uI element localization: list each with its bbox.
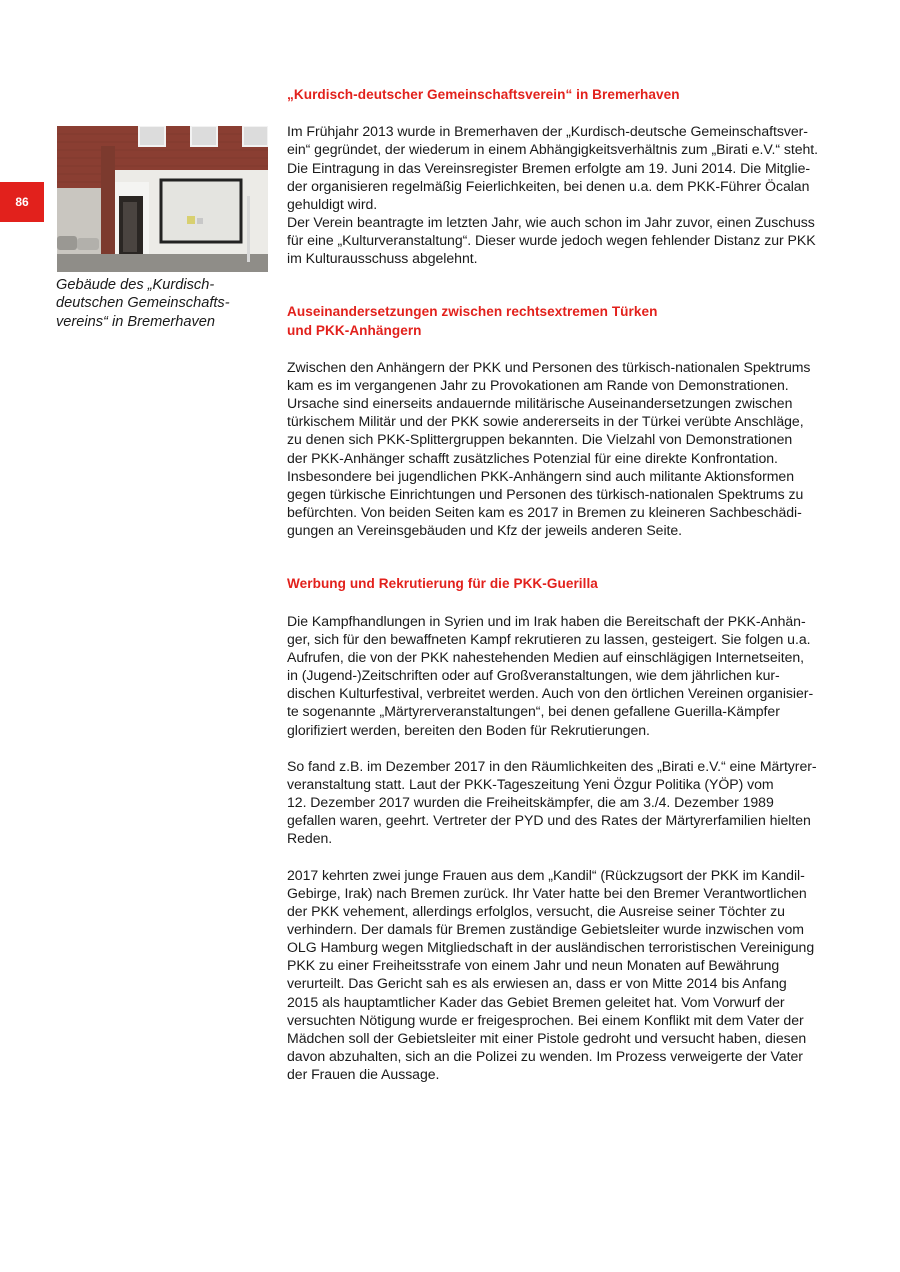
text-line: So fand z.B. im Dezember 2017 in den Räumlichkeiten des „Birati e.V.“ eine Märtyrer-	[287, 757, 817, 774]
text-line: ger, sich für den bewaffneten Kampf rekrutieren zu lassen, gesteigert. Sie folgen u.a.	[287, 630, 811, 647]
text-line: veranstaltung statt. Laut der PKK-Tageszeitung Yeni Özgur Politika (YÖP) vom	[287, 775, 774, 792]
text-line: dischen Kulturfestival, verbreitet werden. Auch von den örtlichen Vereinen organisier-	[287, 685, 814, 702]
section-heading: „Kurdisch-deutscher Gemeinschaftsverein“ in Bremerhaven	[287, 87, 680, 102]
page-number-tab	[0, 182, 44, 222]
photo-caption	[56, 276, 271, 331]
caption-line: vereins“ in Bremerhaven	[56, 313, 215, 330]
paragraph	[287, 866, 847, 1084]
text-line: in (Jugend-)Zeitschriften oder auf Großveranstaltungen, wie dem jährlichen kur-	[287, 667, 780, 684]
paragraph	[287, 358, 847, 540]
text-line: Mädchen soll der Gebietsleiter mit einer Pistole gedroht und versucht haben, diesen	[287, 1029, 807, 1046]
text-line: Ursache sind einerseits andauernde militärische Auseinandersetzungen zwischen	[287, 395, 793, 412]
text-line: Der Verein beantragte im letzten Jahr, wie auch schon im Jahr zuvor, einen Zuschuss	[287, 213, 815, 230]
text-line: Aufrufen, die von der PKK nahestehenden Medien auf einschlägigen Internetseiten,	[287, 648, 805, 665]
text-line: türkischem Militär und der PKK sowie andererseits in der Türkei verübte Anschläge,	[287, 413, 804, 430]
text-line: OLG Hamburg wegen Mitgliedschaft in der ausländischen terroristischen Vereinigung	[287, 939, 815, 956]
text-line: 2015 als hauptamtlicher Kader das Gebiet Bremen geleitet hat. Vom Vorwurf der	[287, 993, 785, 1010]
text-line: Zwischen den Anhängern der PKK und Personen des türkisch-nationalen Spektrums	[287, 358, 811, 375]
text-line: Die Kampfhandlungen in Syrien und im Irak haben die Bereitschaft der PKK-Anhän-	[287, 612, 806, 629]
text-line: 12. Dezember 2017 wurden die Freiheitskämpfer, die am 3./4. Dezember 1989	[287, 794, 774, 811]
paragraph	[287, 757, 847, 848]
caption-line: deutschen Gemeinschafts-	[56, 295, 230, 312]
text-line: Die Eintragung in das Vereinsregister Bremen erfolgte am 19. Juni 2014. Die Mitglie-	[287, 159, 811, 176]
text-line: glorifiziert werden, bereiten den Boden für Rekrutierungen.	[287, 721, 650, 738]
text-line: 2017 kehrten zwei junge Frauen aus dem „Kandil“ (Rückzugsort der PKK im Kandil-	[287, 866, 805, 883]
building-illustration	[57, 126, 268, 272]
paragraph	[287, 122, 847, 267]
text-line: davon abzuhalten, sich an die Polizei zu wenden. Im Prozess verweigerte der Vater	[287, 1048, 803, 1065]
text-line: der Frauen die Aussage.	[287, 1066, 440, 1083]
text-line: Reden.	[287, 830, 333, 847]
text-line: befürchten. Von beiden Seiten kam es 2017 in Bremen zu kleineren Sachbeschädi-	[287, 504, 802, 521]
text-line: Insbesondere bei jugendlichen PKK-Anhängern sind auch militante Aktionsformen	[287, 467, 794, 484]
page-number: 86	[15, 195, 29, 209]
text-line: der PKK vehement, allerdings erfolglos, versucht, die Ausreise seiner Töchter zu	[287, 902, 785, 919]
text-line: versuchten Nötigung wurde er freigesprochen. Bei einem Konflikt mit dem Vater der	[287, 1011, 804, 1028]
text-line: im Kulturausschuss abgelehnt.	[287, 250, 478, 267]
section-heading	[287, 303, 847, 339]
text-line: gefallen waren, geehrt. Vertreter der PYD und des Rates der Märtyrerfamilien hielten	[287, 812, 811, 829]
text-line: der PKK-Anhänger schafft zusätzliches Potenzial für eine direkte Konfrontation.	[287, 449, 778, 466]
text-line: verhindern. Der damals für Bremen zuständige Gebietsleiter wurde inzwischen vom	[287, 920, 804, 937]
main-text	[287, 86, 847, 1083]
caption-line: Gebäude des „Kurdisch-	[56, 277, 215, 293]
heading-line: Auseinandersetzungen zwischen rechtsextremen Türken	[287, 304, 658, 320]
text-line: für eine „Kulturveranstaltung“. Dieser wurde jedoch wegen fehlender Distanz zur PKK	[287, 232, 816, 249]
text-line: kam es im vergangenen Jahr zu Provokationen am Rande von Demonstrationen.	[287, 377, 789, 394]
text-line: der organisieren regelmäßig Feierlichkeiten, bei denen u.a. dem PKK-Führer Öcalan	[287, 177, 810, 194]
text-line: gungen an Vereinsgebäuden und Kfz der jeweils anderen Seite.	[287, 522, 683, 539]
paragraph	[287, 612, 847, 739]
heading-line: und PKK-Anhängern	[287, 322, 422, 338]
text-line: PKK zu einer Freiheitsstrafe von einem Jahr und neun Monaten auf Bewährung	[287, 957, 780, 974]
text-line: gehuldigt wird.	[287, 195, 378, 212]
text-line: ein“ gegründet, der wiederum in einem Abhängigkeitsverhältnis zum „Birati e.V.“ steht.	[287, 141, 819, 158]
section-heading: Werbung und Rekrutierung für die PKK-Guerilla	[287, 576, 598, 592]
text-line: gegen türkische Einrichtungen und Personen des türkisch-nationalen Spektrums zu	[287, 485, 804, 502]
building-photo	[57, 126, 268, 272]
text-line: verurteilt. Das Gericht sah es als erwiesen an, dass er von Mitte 2014 bis Anfang	[287, 975, 787, 992]
text-line: zu denen sich PKK-Splittergruppen bekannten. Die Vielzahl von Demonstrationen	[287, 431, 793, 448]
text-line: Im Frühjahr 2013 wurde in Bremerhaven der „Kurdisch-deutsche Gemeinschaftsver-	[287, 123, 808, 140]
text-line: Gebirge, Irak) nach Bremen zurück. Ihr Vater hatte bei den Bremer Verantwortlichen	[287, 884, 807, 901]
text-line: te sogenannte „Märtyrerveranstaltungen“, bei denen gefallene Guerilla-Kämpfer	[287, 703, 780, 720]
